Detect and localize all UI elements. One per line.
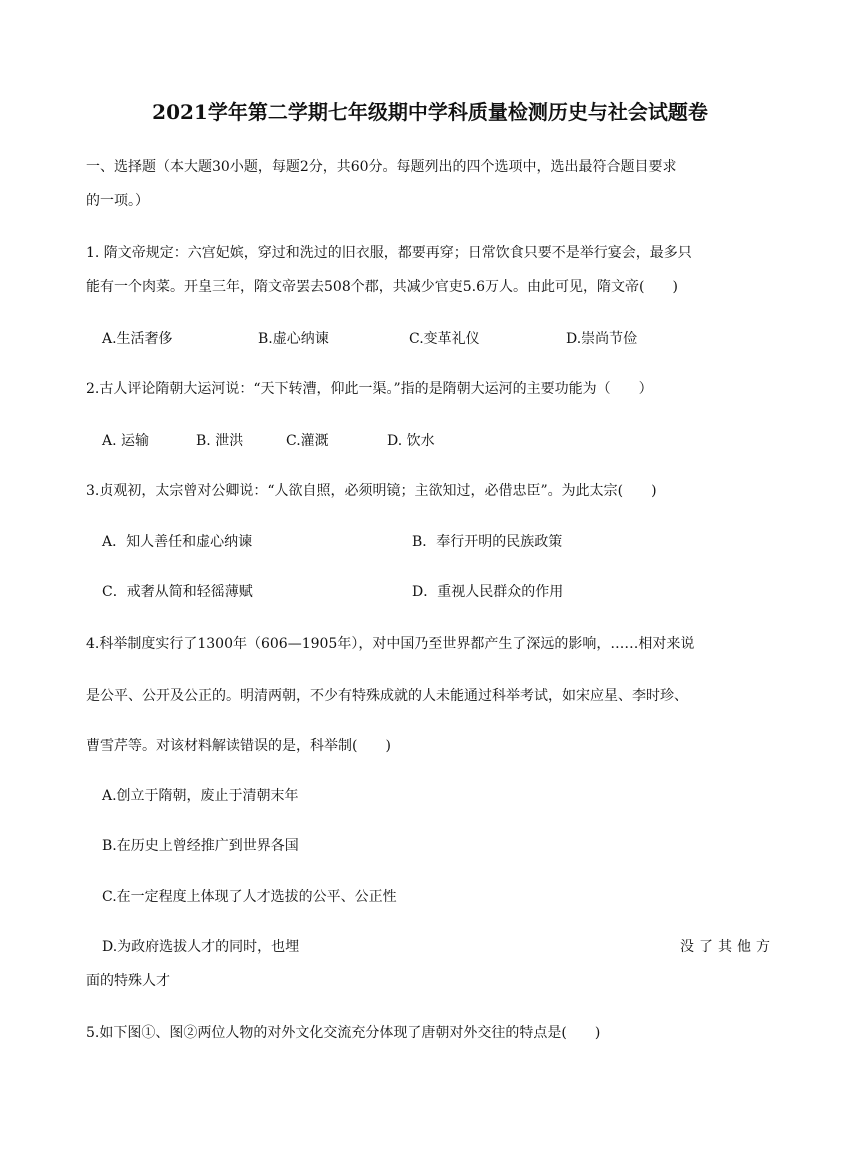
q2-line1: 2.古人评论隋朝大运河说：“天下转漕，仰此一渠。”指的是隋朝大运河的主要功能为（ ） (86, 381, 653, 397)
q3-line1: 3.贞观初，太宗曾对公卿说：“人欲自照，必须明镜；主欲知过，必借忠臣”。为此太宗( ) (86, 483, 657, 499)
q4-option-d: D.为政府选拔人才的同时，也埋 (102, 939, 300, 955)
q3-option-a: A．知人善任和虚心纳谏 (102, 534, 253, 550)
q3-option-d: D．重视人民群众的作用 (412, 584, 564, 600)
q3-option-b: B．奉行开明的民族政策 (412, 534, 563, 550)
q1-line2: 能有一个肉菜。开皇三年，隋文帝罢去508个郡，共减少官吏5.6万人。由此可见，隋文帝( ) (86, 279, 678, 295)
q5-line1: 5.如下图①、图②两位人物的对外文化交流充分体现了唐朝对外交往的特点是( ) (86, 1025, 601, 1041)
q2-option-d: D. 饮水 (387, 433, 435, 449)
q1-option-a: A.生活奢侈 (102, 331, 173, 347)
q4-option-c: C.在一定程度上体现了人才选拔的公平、公正性 (102, 889, 397, 905)
q2-option-b: B. 泄洪 (196, 433, 244, 449)
q1-option-c: C.变革礼仪 (409, 331, 480, 347)
q4-option-b: B.在历史上曾经推广到世界各国 (102, 838, 299, 854)
q1-option-b: B.虚心纳谏 (258, 331, 329, 347)
q2-option-a: A. 运输 (102, 433, 150, 449)
q4-option-d-continued: 面的特殊人才 (86, 973, 170, 989)
q4-line3: 曹雪芹等。对该材料解读错误的是，科举制( ) (86, 738, 391, 754)
q4-line1: 4.科举制度实行了1300年（606—1905年），对中国乃至世界都产生了深远的影响，……相对来说 (86, 636, 695, 652)
page-title: 2021学年第二学期七年级期中学科质量检测历史与社会试题卷 (152, 100, 708, 124)
section-heading-line2: 的一项。） (86, 193, 149, 209)
section-heading-line1: 一、选择题（本大题30小题，每题2分，共60分。每题列出的四个选项中，选出最符合题目要求 (86, 159, 677, 175)
q4-option-a: A.创立于隋朝，废止于清朝末年 (102, 788, 299, 804)
q4-option-d-right: 没了其他方 (680, 939, 775, 955)
q1-option-d: D.崇尚节俭 (566, 331, 638, 347)
q3-option-c: C．戒奢从简和轻徭薄赋 (102, 584, 253, 600)
q4-line2: 是公平、公开及公正的。明清两朝，不少有特殊成就的人未能通过科举考试，如宋应星、李时珍、 (86, 688, 688, 704)
q2-option-c: C.灌溉 (286, 433, 329, 449)
q1-line1: 1. 隋文帝规定：六宫妃嫔，穿过和洗过的旧衣服，都要再穿；日常饮食只要不是举行宴会，最多只 (86, 245, 692, 261)
